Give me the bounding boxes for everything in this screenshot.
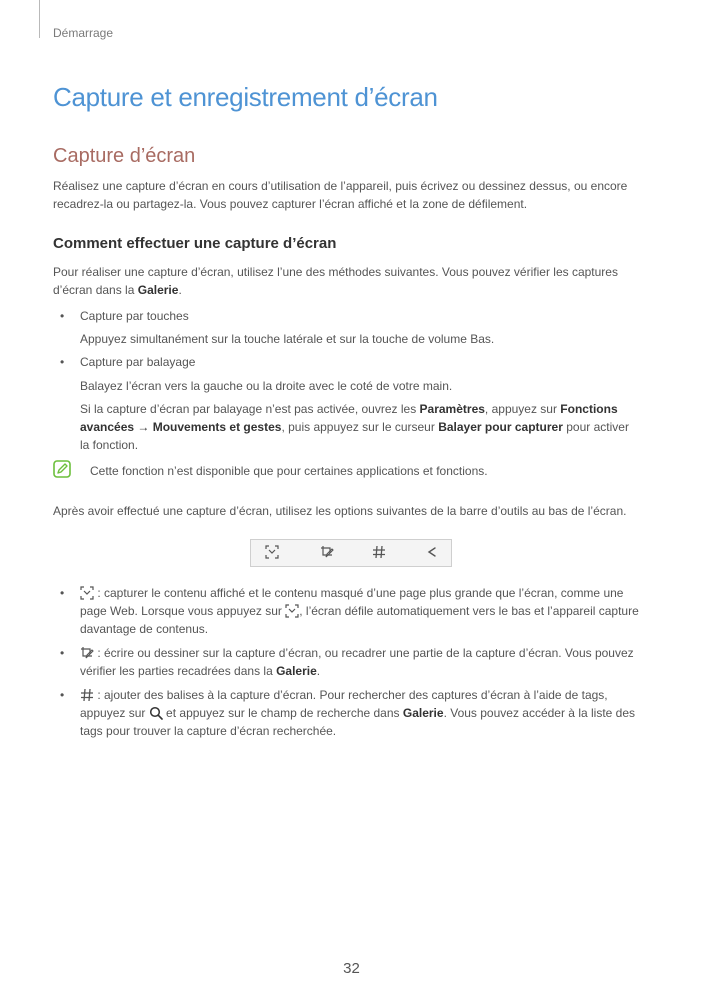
option-text: : capturer le contenu affiché et le contenu masqué d’une page plus grande que l’écran, comme une page Web. Lorsque vous appuyez sur xyxy=(80,586,624,618)
method-title: Capture par touches xyxy=(80,309,189,323)
screenshot-toolbar xyxy=(250,539,452,567)
howto-intro-end: . xyxy=(178,283,182,297)
note-text: Cette fonction n’est disponible que pour certaines applications et fonctions. xyxy=(90,464,488,478)
header-section-label: Démarrage xyxy=(53,26,114,40)
scroll-capture-icon xyxy=(285,604,299,618)
option-text: , l’écran défile automatiquement vers le bas et l’appareil capture davantage de contenus. xyxy=(80,604,639,636)
swipe-text: pour activer la fonction. xyxy=(80,420,629,452)
gallery-app-name: Galerie xyxy=(402,706,444,720)
tag-icon xyxy=(80,688,94,702)
note-icon xyxy=(53,460,71,478)
page-title: Capture et enregistrement d’écran xyxy=(53,82,438,112)
settings-menu-name: Paramètres xyxy=(419,402,485,416)
method-desc: Balayez l’écran vers la gauche ou la droite avec le coté de votre main. xyxy=(80,379,453,393)
method-desc: Appuyez simultanément sur la touche latérale et sur la touche de volume Bas. xyxy=(80,332,495,346)
page-number: 32 xyxy=(343,960,360,977)
palm-swipe-switch-name: Balayer pour capturer xyxy=(438,420,563,434)
bullet-dot: • xyxy=(60,309,65,323)
scroll-capture-icon xyxy=(80,586,94,600)
search-icon xyxy=(149,706,163,720)
method-title: Capture par balayage xyxy=(80,355,196,369)
draw-crop-icon xyxy=(80,646,94,660)
option-text: : ajouter des balises à la capture d’écran. Pour rechercher des captures d’écran à l’aide de tags, appuyez sur xyxy=(80,688,608,720)
bullet-dot: • xyxy=(60,646,65,660)
bullet-dot: • xyxy=(60,688,65,702)
gallery-app-name: Galerie xyxy=(276,664,317,678)
option-text: . Vous pouvez accéder à la liste des tags pour trouver la capture d’écran recherchée. xyxy=(80,706,636,738)
option-draw-crop xyxy=(80,644,650,680)
swipe-text: , puis appuyez sur le curseur xyxy=(281,420,439,434)
draw-crop-icon[interactable] xyxy=(320,545,334,559)
share-icon[interactable] xyxy=(425,545,439,559)
motions-gestures-menu-name: Mouvements et gestes xyxy=(152,420,282,434)
bullet-dot: • xyxy=(60,586,65,600)
swipe-text: Si la capture d’écran par balayage n’est pas activée, ouvrez les xyxy=(80,402,420,416)
howto-intro-text: Pour réaliser une capture d’écran, utilisez l’une des méthodes suivantes. Vous pouvez vérifier les captures d’écran dans la xyxy=(53,265,618,297)
option-text: et appuyez sur le champ de recherche dans xyxy=(162,706,403,720)
bullet-dot: • xyxy=(60,355,65,369)
howto-intro-gallery: Galerie xyxy=(137,283,179,297)
advanced-features-menu-name: Fonctions avancées xyxy=(80,402,618,434)
option-tags xyxy=(80,686,650,740)
after-capture-text: Après avoir effectué une capture d’écran, utilisez les options suivantes de la barre d’outils au bas de l’écran. xyxy=(53,504,627,518)
swipe-text: , appuyez sur xyxy=(484,402,561,416)
option-text: : écrire ou dessiner sur la capture d’écran, ou recadrer une partie de la capture d’écran. Vous pouvez vérifier les parties recadrées dans la xyxy=(80,646,634,678)
howto-heading: Comment effectuer une capture d’écran xyxy=(53,235,337,252)
header-divider xyxy=(39,0,40,38)
menu-arrow: → xyxy=(134,420,153,434)
swipe-activation-note xyxy=(80,400,640,454)
option-text: . xyxy=(316,664,321,678)
tag-icon[interactable] xyxy=(372,545,386,559)
scroll-capture-icon[interactable] xyxy=(265,545,279,559)
howto-intro xyxy=(53,263,653,299)
section-intro: Réalisez une capture d’écran en cours d’utilisation de l’appareil, puis écrivez ou dessinez dessus, ou encore recadrez-la ou partagez-la. Vous pouvez capturer l’écran affiché et la zone de défilement. xyxy=(53,179,628,211)
option-scroll-capture xyxy=(80,584,640,638)
section-title: Capture d’écran xyxy=(53,145,196,167)
